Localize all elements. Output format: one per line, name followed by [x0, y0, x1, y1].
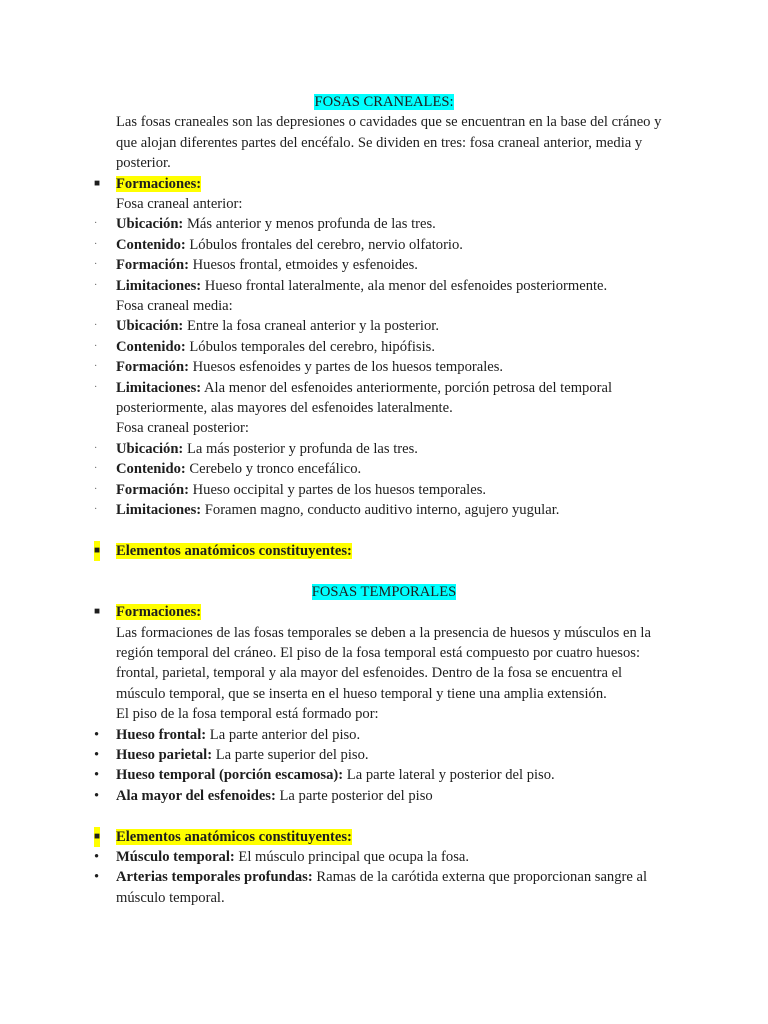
list-item: • Hueso parietal: La parte superior del piso. — [0, 745, 664, 765]
list-item: · Formación: Huesos esfenoides y partes de los huesos temporales. — [0, 357, 664, 377]
list-item: · Ubicación: Entre la fosa craneal anterior y la posterior. — [0, 316, 664, 336]
list-item: • Hueso frontal: La parte anterior del piso. — [0, 725, 664, 745]
list-item: · Contenido: Cerebelo y tronco encefálico. — [0, 459, 664, 479]
square-bullet-icon: ■ — [94, 541, 100, 561]
dot-bullet-icon: · — [94, 504, 98, 516]
list-item: · Limitaciones: Ala menor del esfenoides anteriormente, porción petrosa del temporal posteriormente, alas mayores del esfenoides lateralmente. — [94, 379, 613, 417]
square-bullet-icon: ■ — [94, 177, 101, 189]
list-item: · Formación: Huesos frontal, etmoides y esfenoides. — [0, 255, 664, 275]
subheading-media: Fosa craneal media: — [116, 298, 233, 315]
list-item: · Limitaciones: Foramen magno, conducto auditivo interno, agujero yugular. — [0, 500, 664, 520]
subheading-posterior: Fosa craneal posterior: — [116, 420, 249, 437]
dot-bullet-icon: · — [94, 361, 98, 373]
list-item: · Ubicación: La más posterior y profunda de las tres. — [0, 439, 664, 459]
list-item: • Músculo temporal: El músculo principal que ocupa la fosa. — [0, 847, 664, 867]
round-bullet-icon: • — [94, 787, 100, 804]
formaciones-heading: ■ Formaciones: — [0, 602, 664, 622]
list-item: • Hueso temporal (porción escamosa): La parte lateral y posterior del piso. — [0, 765, 664, 785]
dot-bullet-icon: · — [94, 238, 98, 250]
square-bullet-icon: ■ — [94, 827, 100, 847]
dot-bullet-icon: · — [94, 442, 98, 454]
elementos-heading: ■ Elementos anatómicos constituyentes: — [0, 541, 664, 561]
list-item: · Contenido: Lóbulos temporales del cerebro, hipófisis. — [0, 337, 664, 357]
round-bullet-icon: • — [94, 746, 100, 763]
intro-paragraph: Las fosas craneales son las depresiones o cavidades que se encuentran en la base del cráneo y que alojan diferentes partes del encéfalo. Se dividen en tres: fosa craneal anterior, media y posterior. — [116, 114, 662, 172]
list-item: • Arterias temporales profundas: Ramas de la carótida externa que proporcionan sangre al músculo temporal. — [94, 869, 648, 906]
round-bullet-icon: • — [94, 767, 100, 784]
dot-bullet-icon: · — [94, 381, 98, 393]
formaciones-heading: ■ Formaciones: — [0, 174, 664, 194]
section-title-fosas-temporales: FOSAS TEMPORALES — [311, 583, 457, 600]
dot-bullet-icon: · — [94, 340, 98, 352]
round-bullet-icon: • — [94, 726, 100, 743]
dot-bullet-icon: · — [94, 483, 98, 495]
section-title-fosas-craneales: FOSAS CRANEALES: — [314, 94, 454, 110]
dot-bullet-icon: · — [94, 320, 98, 332]
list-item: · Limitaciones: Hueso frontal lateralmente, ala menor del esfenoides posteriormente. — [0, 276, 664, 296]
piso-subheading: El piso de la fosa temporal está formado por: — [116, 706, 379, 723]
subheading-anterior: Fosa craneal anterior: — [116, 196, 243, 213]
document-page — [0, 92, 768, 908]
square-bullet-icon: ■ — [94, 606, 101, 618]
list-item: • Ala mayor del esfenoides: La parte posterior del piso — [0, 786, 664, 806]
elementos-heading: ■ Elementos anatómicos constituyentes: — [0, 827, 664, 847]
dot-bullet-icon: · — [94, 259, 98, 271]
list-item: · Formación: Hueso occipital y partes de los huesos temporales. — [0, 480, 664, 500]
list-item: · Ubicación: Más anterior y menos profunda de las tres. — [0, 214, 664, 234]
dot-bullet-icon: · — [94, 463, 98, 475]
list-item: · Contenido: Lóbulos frontales del cerebro, nervio olfatorio. — [0, 235, 664, 255]
dot-bullet-icon: · — [94, 218, 98, 230]
dot-bullet-icon: · — [94, 279, 98, 291]
round-bullet-icon: • — [94, 848, 100, 865]
temporal-intro-paragraph: Las formaciones de las fosas temporales se deben a la presencia de huesos y músculos en la región temporal del cráneo. El piso de la fosa temporal está compuesto por cuatro huesos: frontal, parietal, temporal y ala mayor del esfenoides. Dentro de la fosa se encuentra el músculo temporal, que se inserta en el hueso temporal y tiene una amplia extensión. — [116, 624, 651, 702]
round-bullet-icon: • — [94, 869, 100, 886]
